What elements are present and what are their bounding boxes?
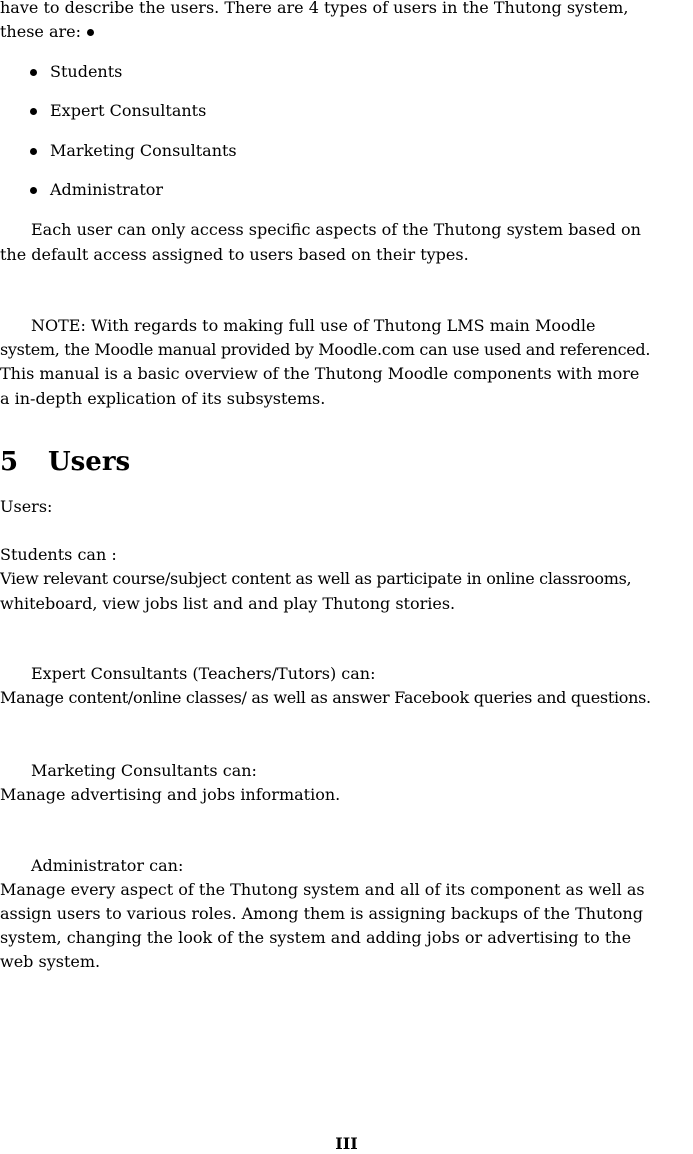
list-item (30, 141, 237, 161)
intro-text-2: these are: (0, 22, 82, 41)
experts-heading: Expert Consultants (Teachers/Tutors) can: (31, 664, 376, 683)
note-text-1: NOTE: With regards to making full use of Thutong LMS main Moodle (31, 316, 596, 335)
list-item-label: Expert Consultants (50, 101, 207, 120)
experts-heading-line (31, 664, 693, 684)
intro-text-1: have to describe the users. There are 4 types of users in the Thutong system, (0, 0, 629, 17)
access-line-1 (31, 220, 693, 240)
experts-line-1 (0, 688, 693, 708)
users-label: Users: (0, 497, 53, 516)
users-label-line (0, 497, 693, 517)
marketing-text-1: Manage advertising and jobs information. (0, 785, 341, 804)
section-heading (0, 446, 130, 478)
admin-heading: Administrator can: (31, 856, 184, 875)
students-line-1 (0, 569, 693, 589)
bullet-icon (87, 29, 94, 36)
section-title: Users (48, 447, 131, 477)
marketing-line-1 (0, 785, 693, 805)
note-line-1 (31, 316, 693, 336)
admin-line-4 (0, 952, 693, 972)
intro-line-1 (0, 0, 693, 18)
access-text-2: the default access assigned to users based on their types. (0, 245, 469, 264)
access-line-2 (0, 245, 693, 265)
page-number: III (335, 1134, 358, 1153)
note-text-2: system, the Moodle manual provided by Moodle.com can use used and referenced. (0, 340, 651, 359)
admin-line-1 (0, 880, 693, 900)
admin-text-1: Manage every aspect of the Thutong system and all of its component as well as (0, 880, 645, 899)
marketing-heading-line (31, 761, 693, 781)
admin-line-2 (0, 904, 693, 924)
list-item-label: Marketing Consultants (50, 141, 237, 160)
list-item-label: Students (50, 62, 123, 81)
students-text-2: whiteboard, view jobs list and and play Thutong stories. (0, 594, 456, 613)
note-line-4 (0, 389, 693, 409)
admin-heading-line (31, 856, 693, 876)
note-line-3 (0, 364, 693, 384)
bullet-icon (30, 148, 37, 155)
admin-text-3: system, changing the look of the system and adding jobs or advertising to the (0, 928, 632, 947)
bullet-icon (30, 69, 37, 76)
note-text-3: This manual is a basic overview of the Thutong Moodle components with more (0, 364, 640, 383)
list-item (30, 101, 206, 121)
section-number: 5 (0, 447, 19, 477)
access-text-1: Each user can only access specific aspects of the Thutong system based on (31, 220, 641, 239)
note-line-2 (0, 340, 693, 360)
experts-text-1: Manage content/online classes/ as well as answer Facebook queries and questions. (0, 688, 651, 707)
marketing-heading: Marketing Consultants can: (31, 761, 257, 780)
admin-text-4: web system. (0, 952, 101, 971)
note-text-4: a in-depth explication of its subsystems. (0, 389, 326, 408)
list-item (30, 62, 122, 82)
list-item-label: Administrator (50, 180, 164, 199)
intro-line-2 (0, 22, 693, 42)
bullet-icon (30, 187, 37, 194)
bullet-icon (30, 108, 37, 115)
students-heading-line (0, 545, 693, 565)
admin-line-3 (0, 928, 693, 948)
students-text-1: View relevant course/subject content as well as participate in online classrooms, (0, 569, 632, 588)
list-item (30, 180, 163, 200)
admin-text-2: assign users to various roles. Among them is assigning backups of the Thutong (0, 904, 643, 923)
students-line-2 (0, 594, 693, 614)
students-heading: Students can : (0, 545, 117, 564)
